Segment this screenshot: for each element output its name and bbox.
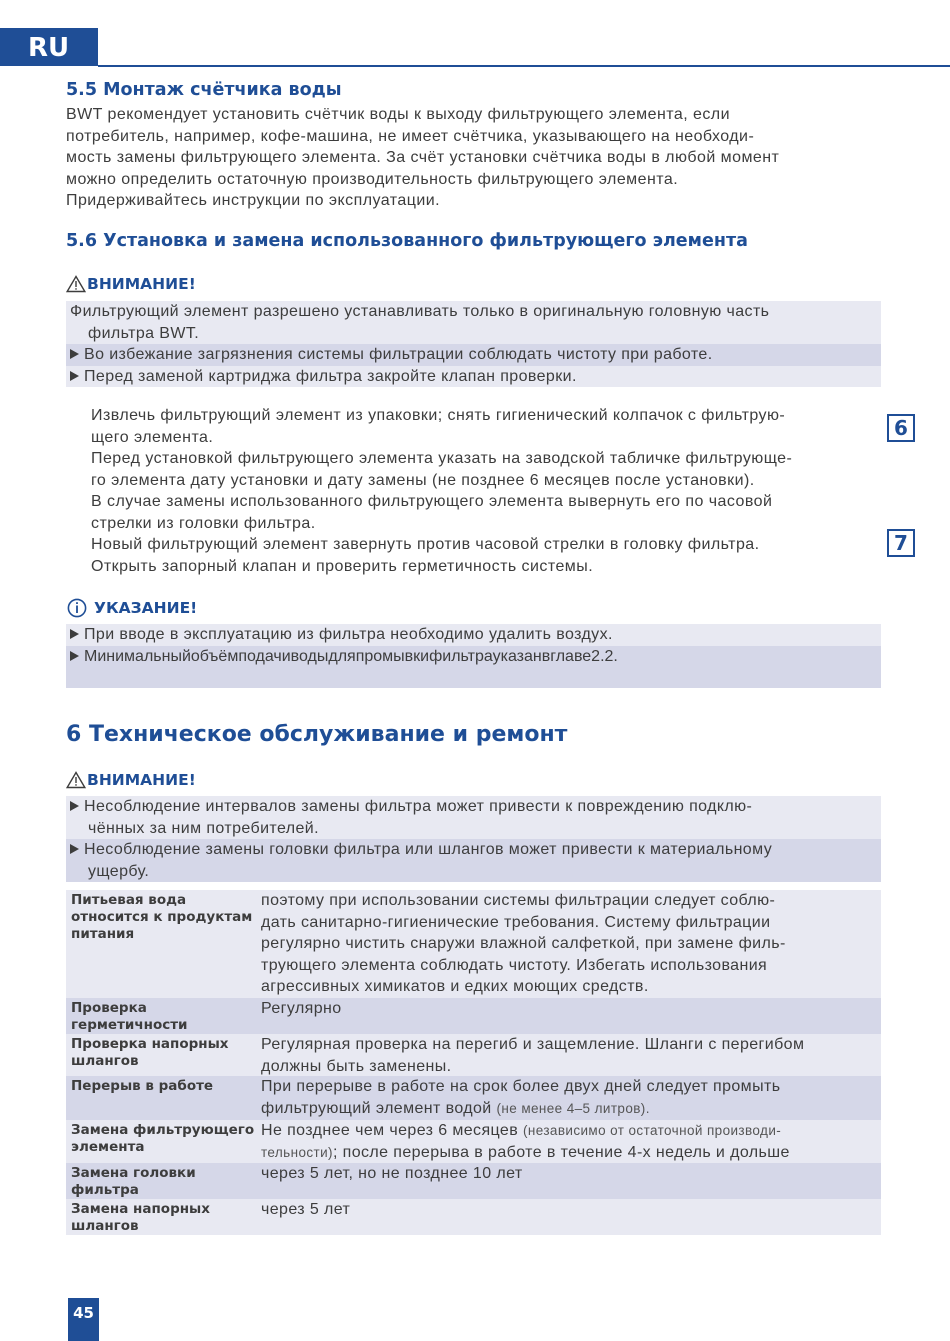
step-line: Новый фильтрующий элемент завернуть против часовой стрелки в головку фильтра. [91,536,760,553]
row-value [261,890,881,998]
row-value [261,1163,881,1199]
row-label [66,998,261,1034]
row-label [66,1120,261,1163]
table-row [66,1120,881,1163]
text-line: Несоблюдение интервалов замены фильтра может привести к повреждению подклю- [84,798,753,815]
value-line [261,1120,881,1142]
row-label [66,1076,261,1120]
value-line: должны быть заменены. [261,1057,452,1075]
bullet-triangle-icon [70,844,79,854]
value-line: поэтому при использовании системы фильтрации следует соблю- [261,892,776,909]
text-line: При вводе в эксплуатацию из фильтра необходимо удалить воздух. [84,626,613,643]
row-value [261,1199,881,1235]
bullet-triangle-icon [70,629,79,639]
label-line: герметичности [71,1017,188,1033]
table-row [66,1076,881,1120]
value-line [261,1098,881,1120]
step-line: Перед установкой фильтрующего элемента указать на заводской табличке фильтрующе- [91,450,793,467]
installation-steps [91,405,881,577]
warning-heading [66,275,196,293]
note-box [66,624,881,688]
table-row [66,998,881,1034]
text-line: можно определить остаточную производительность фильтрующего элемента. [66,170,679,188]
step-line: Извлечь фильтрующий элемент из упаковки; снять гигиенический колпачок с фильтрую- [91,407,786,424]
row-label [66,1199,261,1235]
warning-heading [66,771,196,789]
language-tab: RU [0,28,98,66]
label-line: Перерыв в работе [71,1078,214,1094]
text-line: Фильтрующий элемент разрешено устанавливать только в оригинальную головную часть [70,303,770,320]
label-line: относится к продуктам [71,909,253,925]
value-note: тельности) [261,1144,333,1160]
figure-ref-6: 6 [887,414,915,442]
text-line: ущербу. [88,862,150,880]
warning-label: ВНИМАНИЕ! [87,771,196,789]
label-line: Замена напорных [71,1201,210,1217]
warning-label: ВНИМАНИЕ! [87,275,196,293]
row-label [66,890,261,998]
value-line: Регулярная проверка на перегиб и защемление. Шланги с перегибом [261,1036,805,1053]
value-line: через 5 лет, но не позднее 10 лет [261,1165,523,1182]
warning-triangle-icon [66,771,86,789]
label-line: Проверка [71,1000,147,1016]
warning-item [66,861,881,883]
step-line: стрелки из головки фильтра. [91,514,316,532]
section-5-5-title: 5.5 Монтаж счётчика воды [66,80,342,100]
text-line: фильтра BWT. [88,324,200,342]
label-line: Питьевая вода [71,892,187,908]
info-icon [66,598,88,618]
bullet-triangle-icon [70,371,79,381]
warning-item [66,796,881,818]
value-line: регулярно чистить снаружи влажной салфеткой, при замене филь- [261,935,786,952]
warning-box [66,796,881,882]
value-text: ; после перерыва в работе в течение 4-х недель и дольше [332,1143,790,1161]
value-note: (не менее 4–5 литров). [496,1100,650,1116]
label-line: питания [71,926,135,942]
warning-box [66,301,881,387]
label-line: Замена головки [71,1165,196,1181]
value-line: дать санитарно-гигиенические требования. Систему фильтрации [261,913,771,931]
label-line: Замена фильтрующего [71,1122,255,1138]
step-line: щего элемента. [91,428,214,446]
value-text: Не позднее чем через 6 месяцев [261,1122,523,1139]
section-5-5-text [66,104,881,212]
warning-item [66,839,881,861]
value-text: фильтрующий элемент водой [261,1099,492,1117]
bullet-triangle-icon [70,349,79,359]
value-line: агрессивных химикатов и едких моющих средств. [261,978,649,995]
label-line: элемента [71,1139,145,1155]
figure-ref-7: 7 [887,529,915,557]
label-line: шлангов [71,1218,139,1234]
note-item [66,646,881,688]
text-line: Перед заменой картриджа фильтра закройте клапан проверки. [84,367,577,385]
table-row [66,1163,881,1199]
row-label [66,1163,261,1199]
text-line: потребитель, например, кофе-машина, не имеет счётчика, указывающего на необходи- [66,127,755,145]
table-row [66,890,881,998]
table-row [66,1199,881,1235]
step-line: го элемента дату установки и дату замены (не позднее 6 месяцев после установки). [91,471,755,489]
text-line: BWT рекомендует установить счётчик воды к выходу фильтрующего элемента, если [66,106,730,123]
value-line: При перерыве в работе на срок более двух дней следует промыть [261,1078,781,1095]
warning-item [66,344,881,366]
row-value [261,998,881,1034]
text-line: Минимальныйобъёмподачиводыдляпромывкифильтрауказанвглаве2.2. [84,647,618,665]
value-line: через 5 лет [261,1201,351,1218]
row-value [261,1120,881,1163]
section-6-title: 6 Техническое обслуживание и ремонт [66,722,568,747]
row-label [66,1034,261,1076]
text-line: Придерживайтесь инструкции по эксплуатации. [66,192,440,209]
warning-item [66,366,881,388]
bullet-triangle-icon [70,651,79,661]
value-note: (независимо от остаточной производи- [522,1123,782,1138]
step-line: В случае замены использованного фильтрующего элемента вывернуть его по часовой [91,493,773,510]
value-line: Регулярно [261,1000,342,1017]
label-line: фильтра [71,1182,139,1198]
page-number: 45 [68,1298,99,1341]
text-line: чённых за ним потребителей. [88,819,319,837]
table-row [66,1034,881,1076]
value-line: трующего элемента соблюдать чистоту. Избегать использования [261,956,768,974]
warning-triangle-icon [66,275,86,293]
warning-item [66,818,881,840]
row-value [261,1034,881,1076]
text-line: Во избежание загрязнения системы фильтрации соблюдать чистоту при работе. [84,346,713,363]
header-rule [98,65,950,67]
section-5-6-title: 5.6 Установка и замена использованного фильтрующего элемента [66,231,748,251]
note-heading [66,598,197,618]
row-value [261,1076,881,1120]
note-item [66,624,881,646]
text-line: Несоблюдение замены головки фильтра или шлангов может привести к материальному [84,841,773,858]
text-line: мость замены фильтрующего элемента. За счёт установки счётчика воды в любой момент [66,149,780,166]
note-label: УКАЗАНИЕ! [94,599,198,617]
label-line: Проверка напорных [71,1036,229,1052]
maintenance-table [66,890,881,1235]
step-line: Открыть запорный клапан и проверить герметичность системы. [91,557,594,575]
warning-item [66,323,881,345]
bullet-triangle-icon [70,801,79,811]
value-line [261,1142,881,1164]
label-line: шлангов [71,1053,139,1069]
warning-item [66,301,881,323]
